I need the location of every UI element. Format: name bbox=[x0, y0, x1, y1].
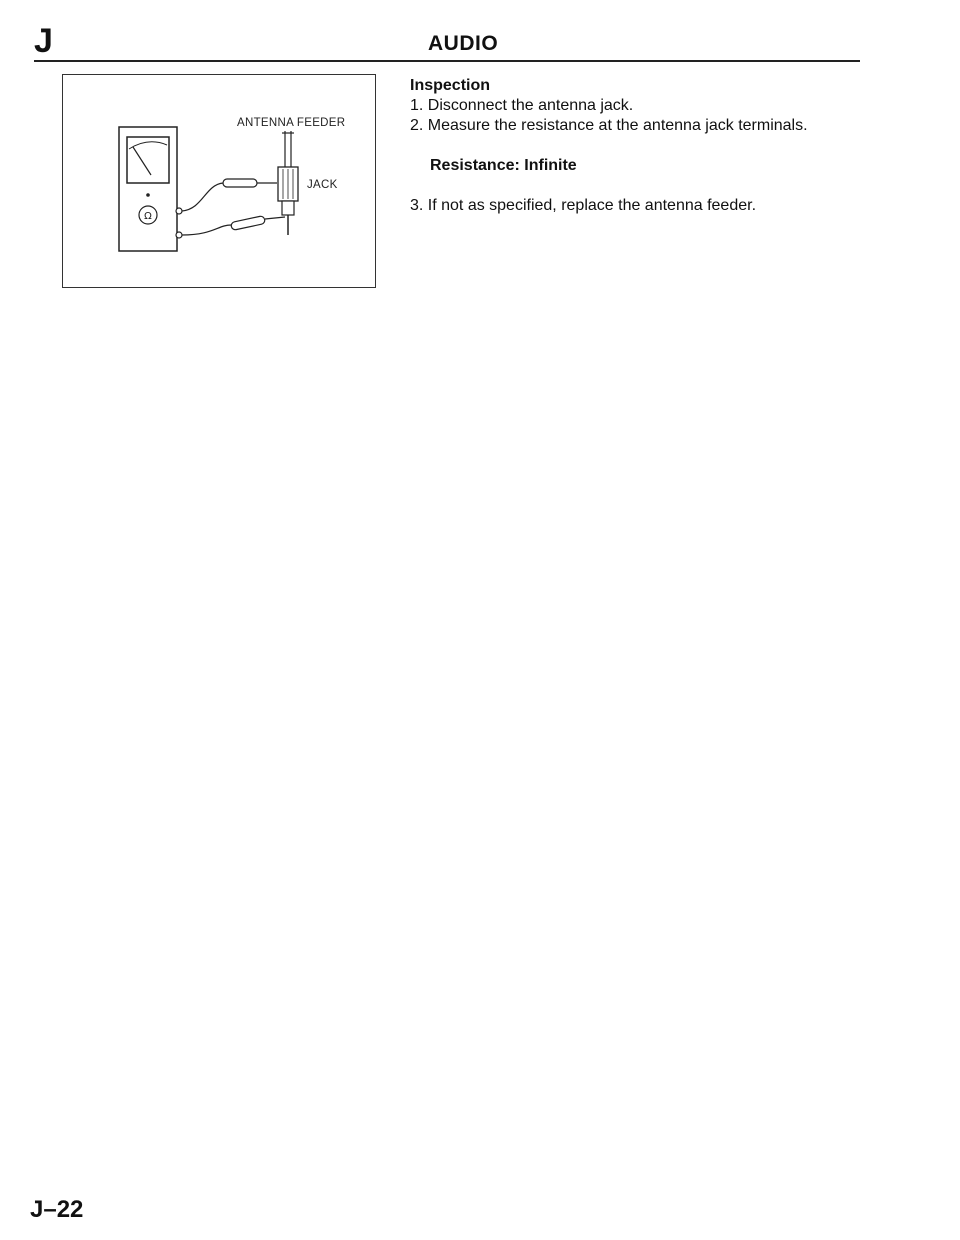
page-number: J–22 bbox=[30, 1196, 84, 1223]
probe-2 bbox=[231, 216, 266, 231]
inspection-figure bbox=[62, 74, 376, 288]
test-lead-1 bbox=[182, 183, 223, 211]
ohm-symbol: Ω bbox=[144, 211, 152, 222]
probe-1 bbox=[223, 179, 257, 187]
header-rule bbox=[34, 60, 860, 62]
step-3: 3. If not as specified, replace the antenna feeder. bbox=[410, 197, 757, 214]
test-lead-2 bbox=[182, 225, 231, 235]
section-letter: J bbox=[34, 22, 53, 60]
resistance-spec: Resistance: Infinite bbox=[430, 157, 577, 174]
section-heading: Inspection bbox=[410, 77, 491, 94]
meter-dot bbox=[146, 193, 150, 197]
meter-terminal-1 bbox=[176, 208, 182, 214]
jack-label: JACK bbox=[307, 179, 338, 191]
antenna-feeder-label: ANTENNA FEEDER bbox=[237, 117, 346, 129]
meter-terminal-2 bbox=[176, 232, 182, 238]
step-2: 2. Measure the resistance at the antenna jack terminals. bbox=[410, 117, 808, 134]
step-1: 1. Disconnect the antenna jack. bbox=[410, 97, 634, 114]
page-title: AUDIO bbox=[428, 32, 499, 55]
inspection-text bbox=[410, 76, 880, 216]
